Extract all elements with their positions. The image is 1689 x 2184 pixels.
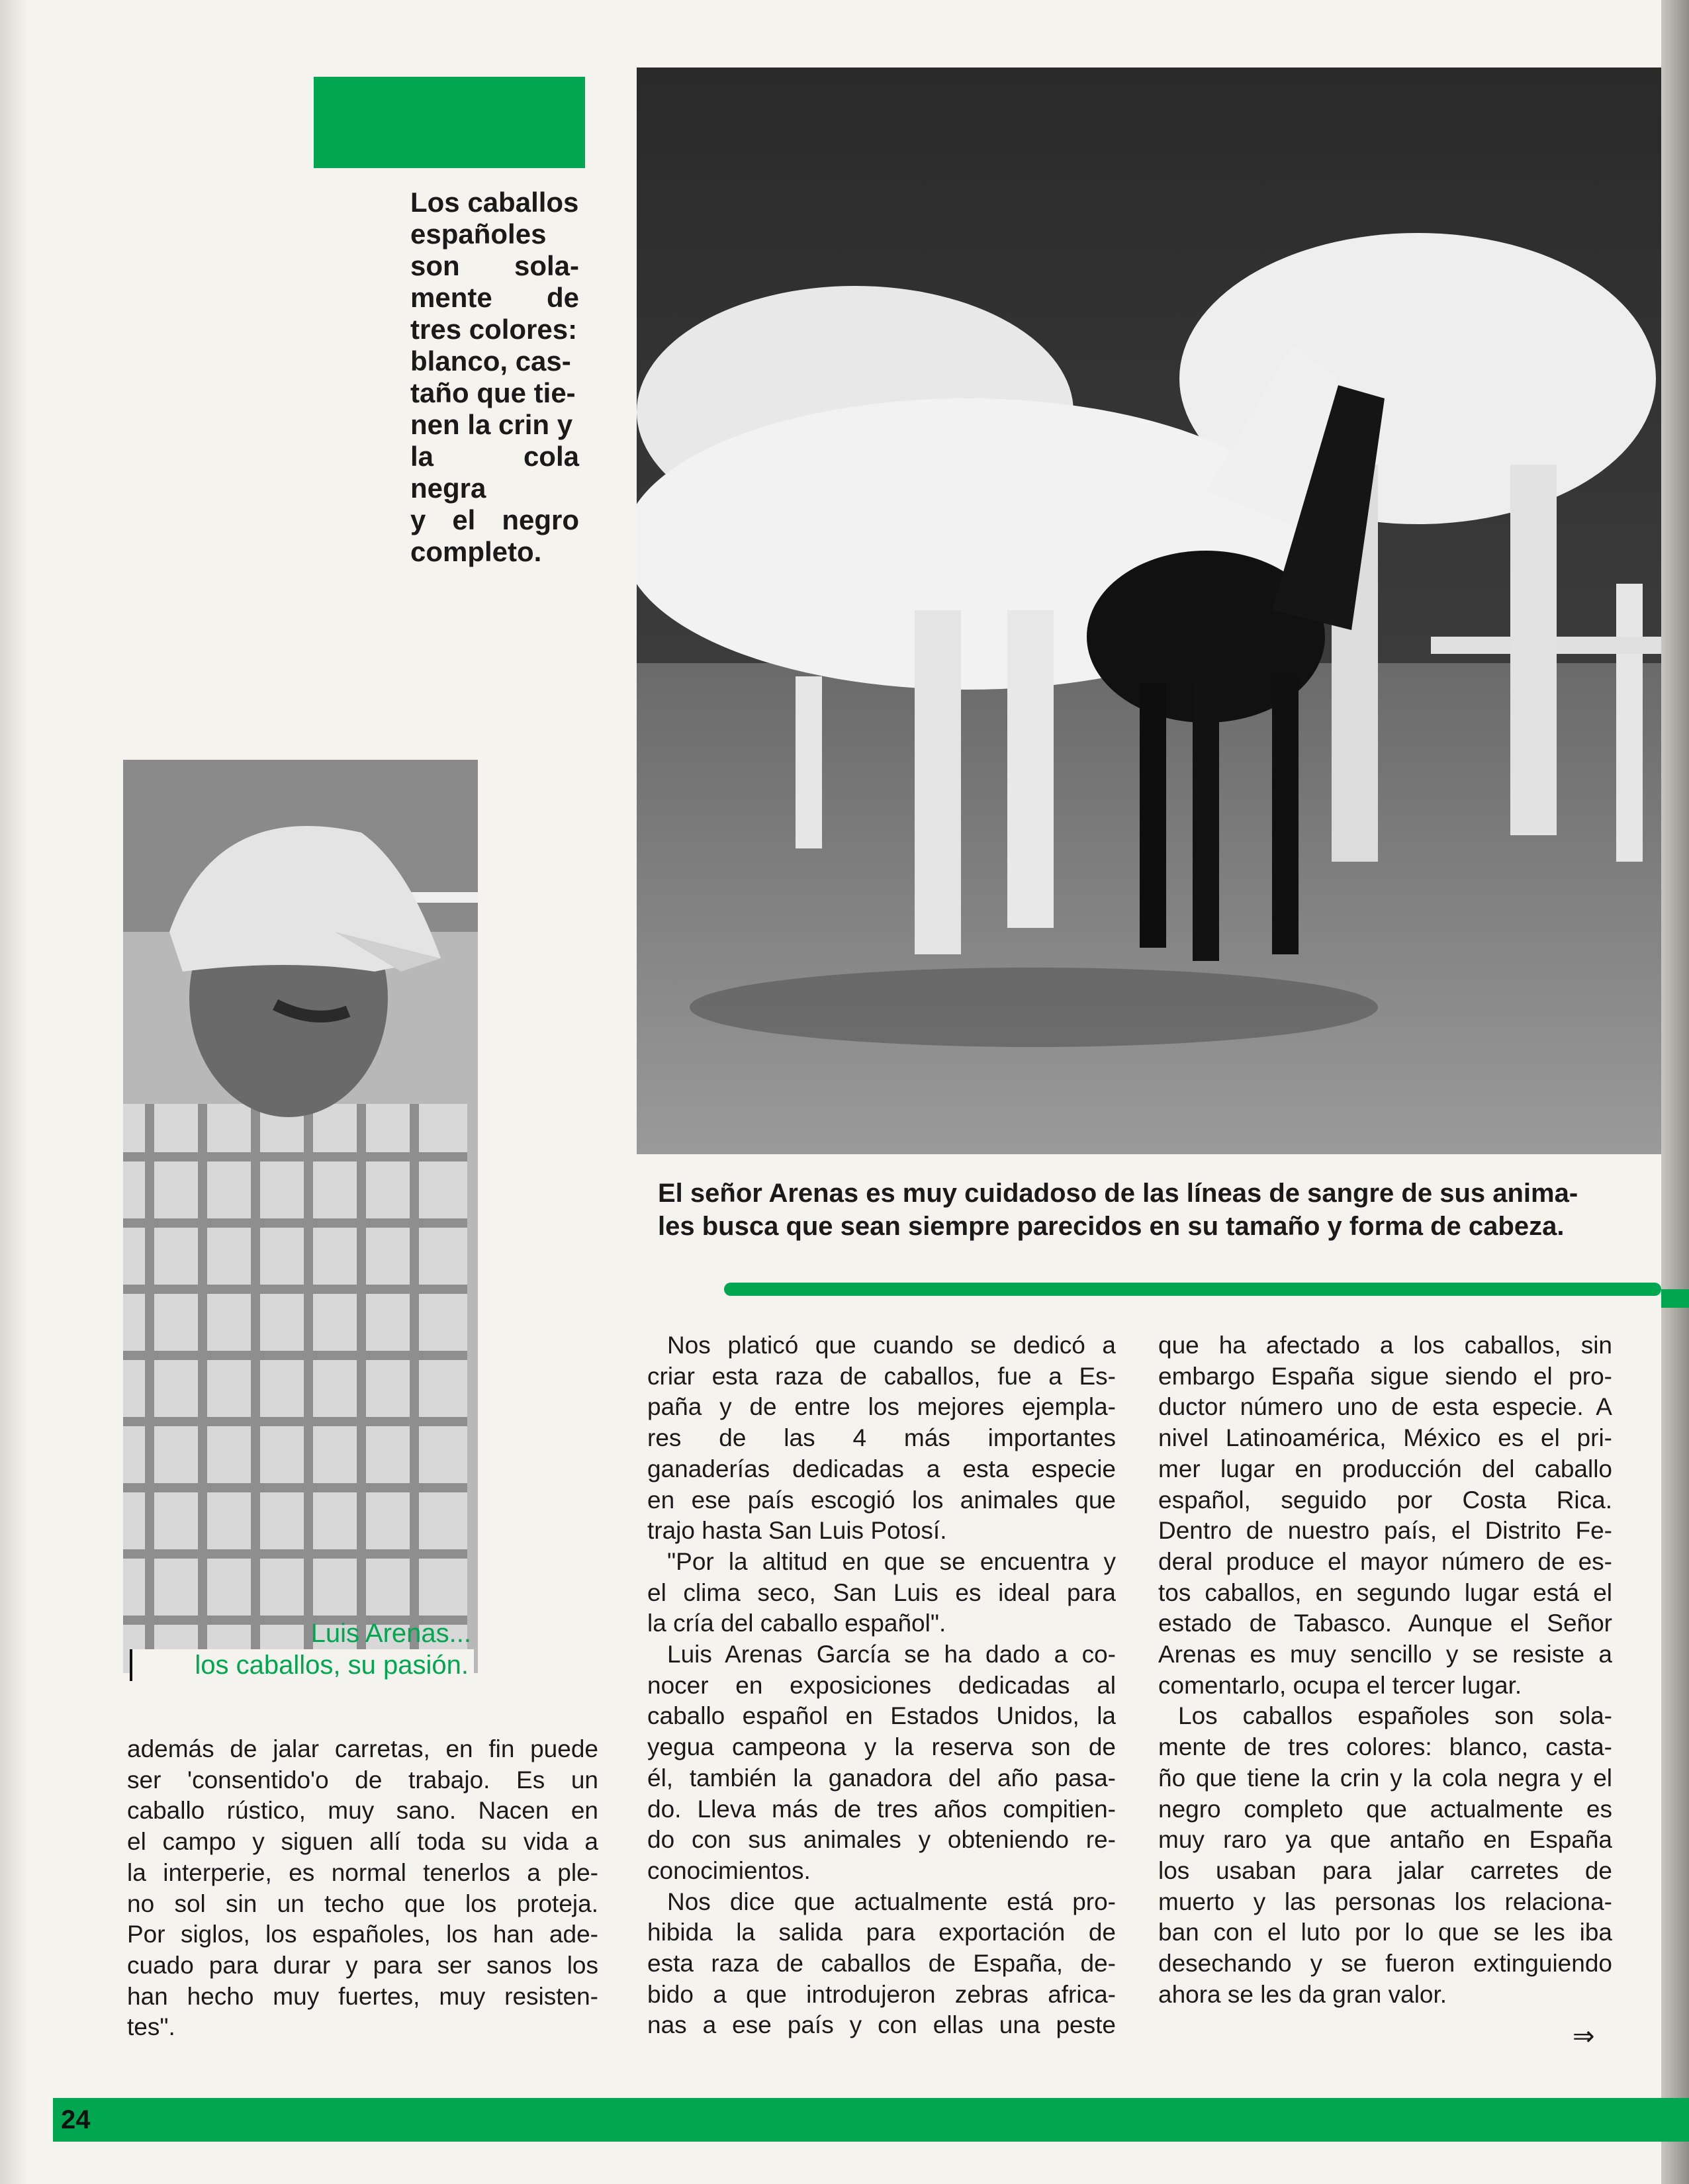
text-line: ser 'consentido'o de trabajo. Es un	[127, 1766, 598, 1794]
text-line: tos caballos, en segundo lugar está el	[1158, 1578, 1612, 1606]
sidebar-line: mente de	[410, 282, 579, 313]
text-line: caballo rústico, muy sano. Nacen en	[127, 1797, 598, 1825]
green-divider-rule	[724, 1283, 1661, 1296]
sidebar-line: taño que tie-	[410, 377, 576, 408]
text-line: comentarlo, ocupa el tercer lugar.	[1158, 1671, 1522, 1699]
text-line: yegua campeona y la reserva son de	[647, 1733, 1116, 1761]
sidebar-line: completo.	[410, 536, 542, 567]
horses-photo	[637, 68, 1661, 1154]
text-line: trajo hasta San Luis Potosí.	[647, 1517, 947, 1545]
sidebar-line: y el negro	[410, 504, 579, 535]
page-binding-shadow	[0, 0, 28, 2184]
text-line: español, seguido por Costa Rica.	[1158, 1486, 1612, 1514]
text-line: los usaban para jalar carretes de	[1158, 1856, 1612, 1884]
text-line: caballo español en Estados Unidos, la	[647, 1702, 1116, 1730]
photo-caption-line: El señor Arenas es muy cuidadoso de las líneas de sangre de sus anima-	[658, 1179, 1578, 1208]
text-line: res de las 4 más importantes	[647, 1424, 1116, 1452]
text-line: Nos platicó que cuando se dedicó a	[667, 1332, 1116, 1359]
sidebar-line: nen la crin y	[410, 409, 573, 440]
text-line: ban con el luto por lo que se les iba	[1158, 1919, 1612, 1946]
sidebar-line: Los caballos	[410, 187, 579, 218]
text-line: Luis Arenas García se ha dado a co-	[667, 1641, 1116, 1668]
text-line: estado de Tabasco. Aunque el Señor	[1158, 1610, 1612, 1637]
green-decor-block	[314, 77, 585, 168]
page-number: 24	[61, 2105, 91, 2134]
text-line: él, también la ganadora del año pasa-	[647, 1764, 1116, 1792]
portrait-caption-name: Luis Arenas...	[310, 1619, 471, 1648]
text-line: Los caballos españoles son sola-	[1178, 1702, 1612, 1730]
text-line: tes".	[127, 2013, 175, 2041]
text-line: cuado para durar y para ser sanos los	[127, 1951, 598, 1979]
sidebar-line: tres colores:	[410, 314, 578, 345]
text-line: embargo España sigue siendo el pro-	[1158, 1362, 1612, 1390]
continue-arrow-icon: ⇒	[1573, 2021, 1595, 2052]
text-line: mente de tres colores: blanco, casta-	[1158, 1733, 1612, 1761]
text-line: ño que tiene la crin y la cola negra y el	[1158, 1764, 1612, 1792]
text-line: que ha afectado a los caballos, sin	[1158, 1332, 1612, 1359]
portrait-photo-illustration	[123, 760, 478, 1673]
text-line: la cría del caballo español".	[647, 1610, 946, 1637]
portrait-caption	[130, 1617, 474, 1681]
page-edge-shadow	[1661, 0, 1689, 2184]
photo-caption	[658, 1177, 1611, 1243]
text-line: han hecho muy fuertes, muy resisten-	[127, 1982, 598, 2010]
text-line: negro completo que actualmente es	[1158, 1795, 1612, 1823]
sidebar-line: españoles	[410, 218, 547, 250]
text-line: Arenas es muy sencillo y se resiste a	[1158, 1641, 1612, 1668]
text-line: Dentro de nuestro país, el Distrito Fe-	[1158, 1517, 1612, 1545]
text-line: criar esta raza de caballos, fue a Es-	[647, 1362, 1116, 1390]
text-line: hibida la salida para exportación de	[647, 1919, 1116, 1946]
portrait-photo	[123, 760, 478, 1673]
text-line: do. Lleva más de tres años compitien-	[647, 1795, 1116, 1823]
article-column-middle	[647, 1330, 1116, 2041]
sidebar-line: la cola negra	[410, 441, 579, 504]
article-column-right	[1158, 1330, 1612, 2010]
text-line: "Por la altitud en que se encuentra y	[667, 1547, 1116, 1575]
sidebar-line: blanco, cas-	[410, 345, 571, 377]
text-line: paña y de entre los mejores ejempla-	[647, 1393, 1116, 1421]
text-line: muerto y las personas los relaciona-	[1158, 1888, 1612, 1915]
portrait-caption-tagline: los caballos, su pasión.	[130, 1649, 474, 1681]
sidebar-line: son sola-	[410, 250, 579, 281]
text-line: en ese país escogió los animales que	[647, 1486, 1116, 1514]
text-line: Nos dice que actualmente está pro-	[667, 1888, 1116, 1915]
text-line: desechando y se fueron extinguiendo	[1158, 1950, 1612, 1978]
text-line: ganaderías dedicadas a esta especie	[647, 1455, 1116, 1482]
text-line: bido a que introdujeron zebras africa-	[647, 1980, 1116, 2008]
horses-photo-illustration	[637, 68, 1661, 1154]
text-line: nocer en exposiciones dedicadas al	[647, 1671, 1116, 1699]
text-line: el clima seco, San Luis es ideal para	[647, 1578, 1116, 1606]
text-line: el campo y siguen allí toda su vida a	[127, 1828, 598, 1856]
text-line: nivel Latinoamérica, México es el pri-	[1158, 1424, 1612, 1452]
text-line: ductor número uno de esta especie. A	[1158, 1393, 1612, 1421]
text-line: no sol sin un techo que los proteja.	[127, 1889, 598, 1917]
green-edge-tab	[1661, 1289, 1689, 1308]
text-line: deral produce el mayor número de es-	[1158, 1547, 1612, 1575]
text-line: ahora se les da gran valor.	[1158, 1980, 1447, 2008]
text-line: Por siglos, los españoles, los han ade-	[127, 1921, 598, 1948]
footer-green-bar	[53, 2098, 1689, 2142]
text-line: nas a ese país y con ellas una peste	[647, 2011, 1116, 2039]
article-column-left	[127, 1734, 598, 2043]
text-line: do con sus animales y obteniendo re-	[647, 1826, 1116, 1854]
text-line: además de jalar carretas, en fin puede	[127, 1735, 598, 1762]
text-line: muy raro ya que antaño en España	[1158, 1826, 1612, 1854]
text-line: mer lugar en producción del caballo	[1158, 1455, 1612, 1482]
photo-caption-line: les busca que sean siempre parecidos en su tamaño y forma de cabeza.	[658, 1212, 1565, 1241]
text-line: conocimientos.	[647, 1856, 811, 1884]
text-line: la interperie, es normal tenerlos a ple-	[127, 1858, 598, 1886]
sidebar-pullquote	[410, 187, 579, 568]
text-line: esta raza de caballos de España, de-	[647, 1950, 1116, 1978]
